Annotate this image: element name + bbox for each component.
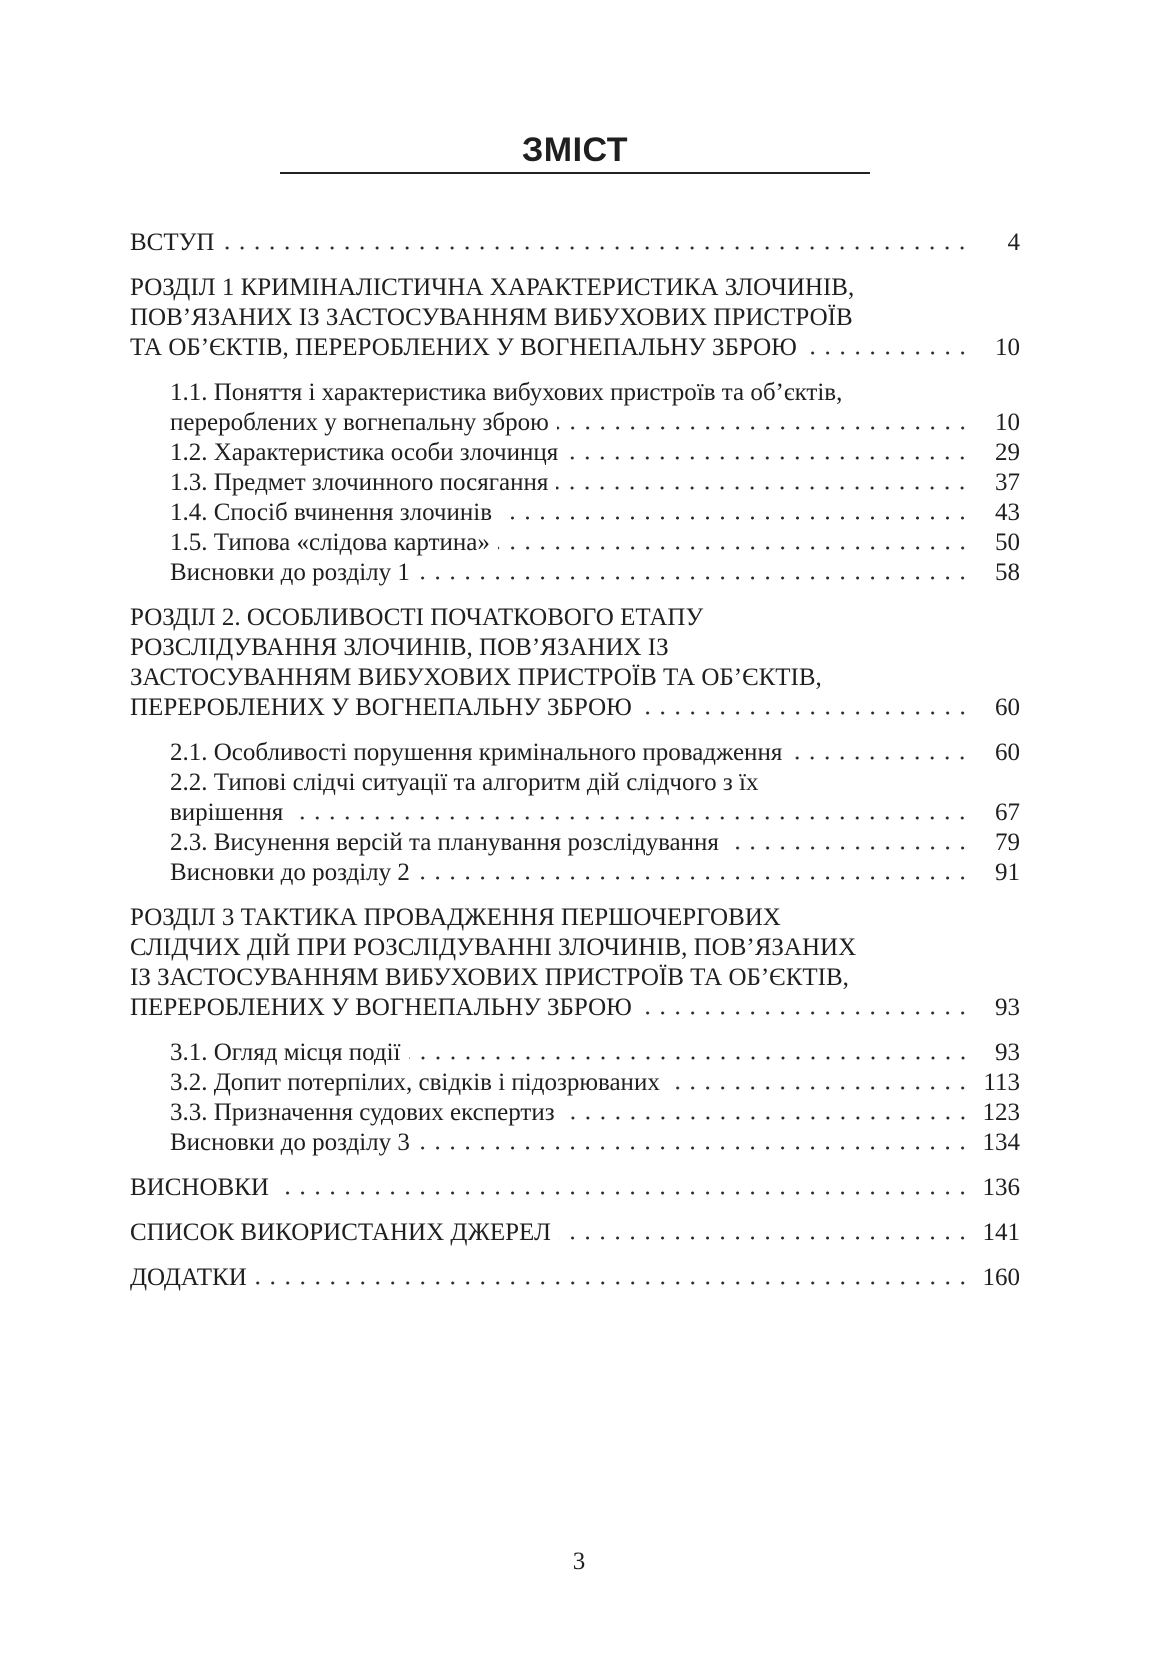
dot-leader	[559, 1235, 970, 1241]
dot-leader	[409, 1055, 971, 1061]
toc-page-number: 123	[982, 1099, 1020, 1126]
toc-page-number: 37	[995, 469, 1020, 496]
toc-entry-text: ЗАСТОСУВАННЯМ ВИБУХОВИХ ПРИСТРОЇВ ТА ОБ’ЄКТІВ,	[130, 664, 822, 691]
toc-page-number: 79	[995, 829, 1020, 856]
toc-page-number: 91	[995, 859, 1020, 886]
dot-leader	[255, 1280, 970, 1286]
toc-entry-text: 1.5. Типова «слідова картина»	[170, 529, 490, 556]
toc-chapter-1-line-3[interactable]	[130, 332, 1020, 363]
toc-entry-text: ПОВ’ЯЗАНИХ ІЗ ЗАСТОСУВАННЯМ ВИБУХОВИХ ПРИСТРОЇВ	[130, 304, 853, 331]
toc-chapter-3-line-1[interactable]	[130, 902, 1020, 933]
toc-entry-text: ДОДАТКИ	[130, 1264, 247, 1291]
toc-entry-text: РОЗДІЛ 3 ТАКТИКА ПРОВАДЖЕННЯ ПЕРШОЧЕРГОВИХ	[130, 904, 781, 931]
toc-entry-text: РОЗДІЛ 1 КРИМІНАЛІСТИЧНА ХАРАКТЕРИСТИКА ЗЛОЧИНІВ,	[130, 274, 855, 301]
toc-entry-text: 3.1. Огляд місця події	[170, 1039, 401, 1066]
toc-section-1-1-line-2[interactable]	[170, 407, 1020, 438]
dot-leader	[498, 545, 970, 551]
toc-page-number: 29	[995, 439, 1020, 466]
toc-chapter-1-line-2[interactable]	[130, 302, 1020, 333]
toc-entry-text: перероблених у вогнепальну зброю	[170, 409, 549, 436]
toc-section-2-1[interactable]	[170, 737, 1020, 768]
toc-page-number: 60	[995, 694, 1020, 721]
toc-page-number: 60	[995, 739, 1020, 766]
toc-entry-text: ПЕРЕРОБЛЕНИХ У ВОГНЕПАЛЬНУ ЗБРОЮ	[130, 694, 632, 721]
toc-page-number: 113	[983, 1069, 1020, 1096]
dot-leader	[566, 455, 970, 461]
toc-entry-text: ТА ОБ’ЄКТІВ, ПЕРЕРОБЛЕНИХ У ВОГНЕПАЛЬНУ ЗБРОЮ	[130, 334, 797, 361]
page-number: 3	[572, 1548, 586, 1575]
dot-leader	[277, 1190, 970, 1196]
toc-entry-text: 3.3. Призначення судових експертиз	[170, 1099, 555, 1126]
toc-chapter-2-line-3[interactable]	[130, 662, 1020, 693]
toc-page-number: 141	[982, 1219, 1020, 1246]
toc-entry-text: 1.3. Предмет злочинного посягання	[170, 469, 549, 496]
dot-leader	[563, 1115, 970, 1121]
toc-page-number: 67	[995, 799, 1020, 826]
toc-section-3-conclusions[interactable]	[170, 1127, 1020, 1158]
toc-entry-text: 1.2. Характеристика особи злочинця	[170, 439, 559, 466]
dot-leader	[727, 845, 970, 851]
toc-page-number: 10	[995, 334, 1020, 361]
toc-entry-text: ПЕРЕРОБЛЕНИХ У ВОГНЕПАЛЬНУ ЗБРОЮ	[130, 994, 632, 1021]
toc-page-number: 58	[995, 559, 1020, 586]
title-underline	[280, 172, 870, 174]
toc-entry-text: 2.1. Особливості порушення кримінального провадження	[170, 739, 783, 766]
toc-chapter-2-line-4[interactable]	[130, 692, 1020, 723]
toc-section-3-1[interactable]	[170, 1037, 1020, 1068]
dot-leader	[418, 575, 970, 581]
toc-entry-text: СПИСОК ВИКОРИСТАНИХ ДЖЕРЕЛ	[130, 1219, 551, 1246]
toc-chapter-3-line-4[interactable]	[130, 992, 1020, 1023]
toc-page-number: 10	[995, 409, 1020, 436]
toc-entry-text: РОЗСЛІДУВАННЯ ЗЛОЧИНІВ, ПОВ’ЯЗАНИХ ІЗ	[130, 634, 669, 661]
dot-leader	[418, 875, 970, 881]
toc-section-1-5[interactable]	[170, 527, 1020, 558]
dot-leader	[668, 1085, 970, 1091]
page-title: ЗМІСТ	[521, 131, 629, 169]
dot-leader	[640, 710, 970, 716]
toc-entry-text: Висновки до розділу 3	[170, 1129, 410, 1156]
toc-entry-text: РОЗДІЛ 2. ОСОБЛИВОСТІ ПОЧАТКОВОГО ЕТАПУ	[130, 604, 704, 631]
toc-entry-appendices[interactable]	[130, 1262, 1020, 1293]
toc-section-2-2-line-1[interactable]	[170, 767, 1020, 798]
toc-section-3-2[interactable]	[170, 1067, 1020, 1098]
toc-entry-references[interactable]	[130, 1217, 1020, 1248]
toc-section-1-1-line-1[interactable]	[170, 377, 1020, 408]
toc-page-number: 136	[982, 1174, 1020, 1201]
toc-section-2-3[interactable]	[170, 827, 1020, 858]
toc-entry-text: 3.2. Допит потерпілих, свідків і підозрюваних	[170, 1069, 660, 1096]
dot-leader	[500, 515, 970, 521]
toc-section-2-2-line-2[interactable]	[170, 797, 1020, 828]
toc-page-number: 43	[995, 499, 1020, 526]
toc-chapter-2-line-1[interactable]	[130, 602, 1020, 633]
dot-leader	[805, 350, 970, 356]
toc-page-number: 134	[982, 1129, 1020, 1156]
dot-leader	[790, 755, 970, 761]
toc-page-number: 50	[995, 529, 1020, 556]
dot-leader	[222, 245, 970, 251]
toc-entry-text: 2.3. Висунення версій та планування розслідування	[170, 829, 719, 856]
dot-leader	[557, 425, 970, 431]
toc-section-2-conclusions[interactable]	[170, 857, 1020, 888]
toc-section-1-4[interactable]	[170, 497, 1020, 528]
toc-chapter-2-line-2[interactable]	[130, 632, 1020, 663]
toc-entry-text: Висновки до розділу 1	[170, 559, 410, 586]
toc-chapter-3-line-3[interactable]	[130, 962, 1020, 993]
toc-section-1-3[interactable]	[170, 467, 1020, 498]
dot-leader	[291, 815, 970, 821]
toc-section-3-3[interactable]	[170, 1097, 1020, 1128]
toc-entry-text: ВИСНОВКИ	[130, 1174, 269, 1201]
toc-entry-text: Висновки до розділу 2	[170, 859, 410, 886]
toc-entry-text: 1.4. Спосіб вчинення злочинів	[170, 499, 493, 526]
toc-entry-text: 1.1. Поняття і характеристика вибухових пристроїв та об’єктів,	[170, 379, 843, 406]
toc-chapter-1-line-1[interactable]	[130, 272, 1020, 303]
toc-page-number: 93	[995, 994, 1020, 1021]
dot-leader	[418, 1145, 970, 1151]
toc-entry-text: ВСТУП	[130, 229, 215, 256]
toc-entry-text: 2.2. Типові слідчі ситуації та алгоритм дій слідчого з їх	[170, 769, 759, 796]
toc-page-number: 4	[1007, 229, 1020, 256]
toc-page-number: 160	[982, 1264, 1020, 1291]
toc-entry-text: ІЗ ЗАСТОСУВАННЯМ ВИБУХОВИХ ПРИСТРОЇВ ТА ОБ’ЄКТІВ,	[130, 964, 849, 991]
toc-entry-conclusions[interactable]	[130, 1172, 1020, 1203]
toc-section-1-conclusions[interactable]	[170, 557, 1020, 588]
toc-chapter-3-line-2[interactable]	[130, 932, 1020, 963]
dot-leader	[640, 1010, 970, 1016]
toc-entry-intro[interactable]	[130, 227, 1020, 258]
toc-page-number: 93	[995, 1039, 1020, 1066]
toc-entry-text: СЛІДЧИХ ДІЙ ПРИ РОЗСЛІДУВАННІ ЗЛОЧИНІВ, ПОВ’ЯЗАНИХ	[130, 934, 857, 961]
dot-leader	[556, 485, 970, 491]
toc-entry-text: вирішення	[170, 799, 284, 826]
toc-section-1-2[interactable]	[170, 437, 1020, 468]
